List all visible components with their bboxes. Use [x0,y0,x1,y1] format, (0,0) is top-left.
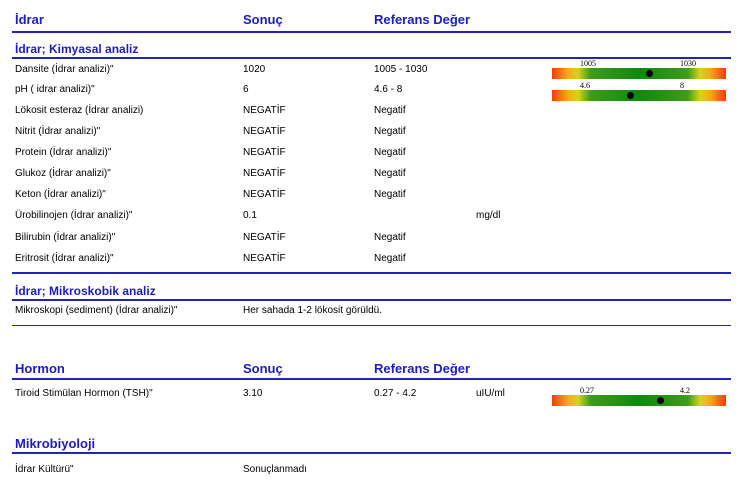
test-unit: mg/dl [476,210,501,221]
idrar-header-divider [12,31,731,33]
test-reference: 4.6 - 8 [374,84,403,95]
test-name: Mikroskopi (sediment) (İdrar analizi)" [15,305,178,316]
hormon-title: Hormon [15,361,65,376]
table-row [0,144,743,165]
test-reference: Negatif [374,168,406,179]
test-reference: Negatif [374,147,406,158]
test-name: Lökosit esteraz (İdrar analizi) [15,105,144,116]
chemical-analysis-title: İdrar; Kimyasal analiz [15,42,139,56]
test-name: Glukoz (İdrar analizi)" [15,168,111,179]
test-name: Ürobilinojen (İdrar analizi)" [15,210,133,221]
table-row [0,250,743,271]
microscopic-analysis-title: İdrar; Mikroskobik analiz [15,284,156,298]
test-result: NEGATİF [243,168,286,179]
idrar-reference-header: Referans Değer [374,12,471,27]
test-reference: 0.27 - 4.2 [374,388,417,399]
hormon-reference-header: Referans Değer [374,361,471,376]
test-result: NEGATİF [243,105,286,116]
gauge-low-label: 0.27 [580,386,594,395]
test-name: Nitrit (İdrar analizi)" [15,126,101,137]
gauge-high-label: 1030 [680,59,696,68]
table-row [0,461,743,482]
test-reference: Negatif [374,232,406,243]
test-name: Protein (İdrar analizi)" [15,147,112,158]
chemical-end-divider [12,272,731,274]
gauge-high-label: 4.2 [680,386,690,395]
hormon-header-divider [12,378,731,380]
microscopic-end-divider [12,325,731,326]
mikrobiyoloji-header-divider [12,452,731,454]
test-result: 0.1 [243,210,257,221]
table-row [0,229,743,250]
test-result: NEGATİF [243,189,286,200]
gauge-value-marker [657,397,664,404]
test-name: İdrar Kültürü" [15,464,74,475]
test-result: NEGATİF [243,253,286,264]
test-result: 1020 [243,64,266,75]
test-result: NEGATİF [243,147,286,158]
test-name: Tiroid Stimülan Hormon (TSH)" [15,388,153,399]
test-name: Bilirubin (İdrar analizi)" [15,232,116,243]
test-name: pH ( idrar analizi)" [15,84,95,95]
idrar-title: İdrar [15,12,44,27]
tsh-range-gauge [552,386,726,406]
table-row [0,186,743,207]
table-row [0,165,743,186]
test-result: NEGATİF [243,232,286,243]
gauge-low-label: 1005 [580,59,596,68]
test-reference: Negatif [374,105,406,116]
hormon-result-header: Sonuç [243,361,283,376]
table-row [0,302,743,323]
idrar-result-header: Sonuç [243,12,283,27]
test-name: Dansite (İdrar analizi)" [15,64,114,75]
gauge-low-label: 4.6 [580,81,590,90]
gauge-high-label: 8 [680,81,684,90]
dansite-range-gauge [552,59,726,79]
test-result: 6 [243,84,249,95]
gauge-value-marker [627,92,634,99]
ph-range-gauge [552,81,726,101]
test-unit: uIU/ml [476,388,505,399]
test-result: NEGATİF [243,126,286,137]
test-reference: 1005 - 1030 [374,64,428,75]
test-result: Sonuçlanmadı [243,464,307,475]
microscopic-analysis-divider [12,299,731,301]
table-row [0,123,743,144]
table-row [0,207,743,228]
test-reference: Negatif [374,189,406,200]
gauge-value-marker [646,70,653,77]
test-name: Keton (İdrar analizi)" [15,189,106,200]
mikrobiyoloji-title: Mikrobiyoloji [15,436,96,451]
test-name: Eritrosit (İdrar analizi)" [15,253,114,264]
test-reference: Negatif [374,253,406,264]
table-row [0,102,743,123]
test-result: Her sahada 1-2 lökosit görüldü. [243,305,382,316]
test-reference: Negatif [374,126,406,137]
chemical-analysis-divider [12,57,731,59]
test-result: 3.10 [243,388,263,399]
